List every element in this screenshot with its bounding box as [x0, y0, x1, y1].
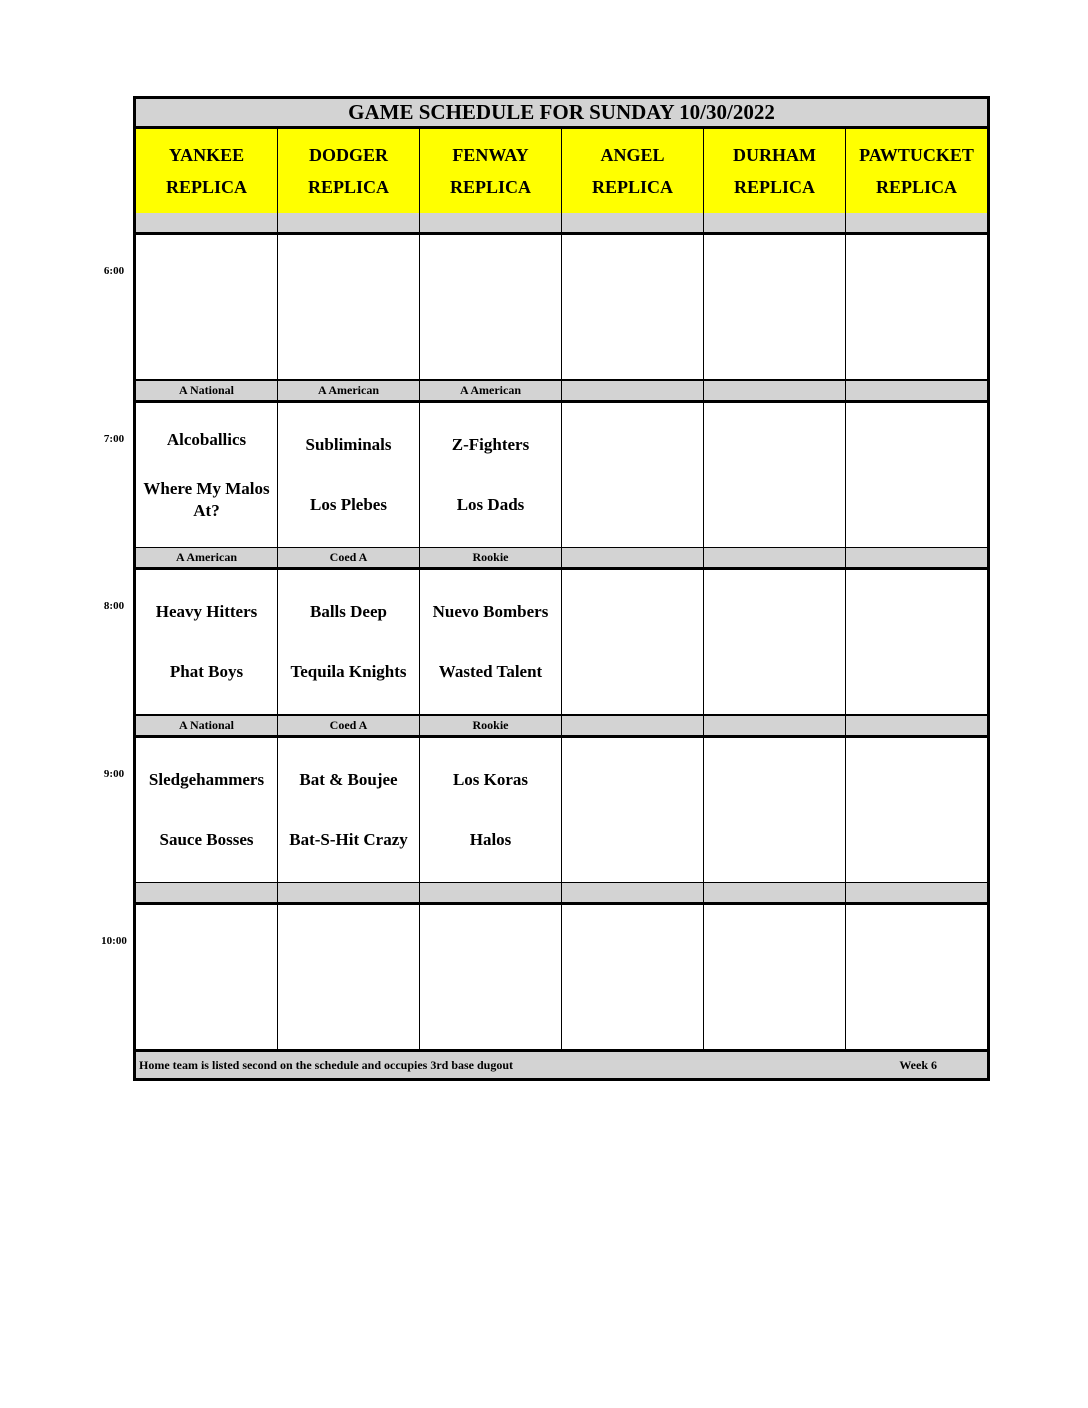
- field-subtitle: REPLICA: [307, 176, 389, 197]
- division-band: [278, 883, 419, 902]
- division-band: Rookie: [420, 548, 561, 567]
- team-name: Phat Boys: [169, 662, 244, 682]
- team-name: Wasted Talent: [438, 662, 543, 682]
- field-name: YANKEE: [168, 144, 245, 165]
- schedule-table: [133, 96, 990, 1081]
- game-slot: [562, 403, 703, 547]
- field-header-fenway: [420, 129, 561, 213]
- team-name: Heavy Hitters: [155, 602, 258, 622]
- field-header-yankee: [136, 129, 277, 213]
- game-slot: [846, 570, 987, 714]
- team-name: Tequila Knights: [290, 662, 407, 682]
- division-band: A American: [278, 381, 419, 400]
- time-label: 9:00: [103, 768, 125, 780]
- division-band: [562, 381, 703, 400]
- division-band: [562, 716, 703, 735]
- field-subtitle: REPLICA: [591, 176, 673, 197]
- division-band: [704, 381, 845, 400]
- field-header-pawtucket: [846, 129, 987, 213]
- game-slot: [846, 738, 987, 882]
- division-band: [278, 213, 419, 232]
- division-band: Coed A: [278, 716, 419, 735]
- division-band: Rookie: [420, 716, 561, 735]
- game-slot: [704, 570, 845, 714]
- division-band: A National: [136, 716, 277, 735]
- division-band: [562, 548, 703, 567]
- footer-bar: [136, 1052, 987, 1078]
- division-band: A American: [420, 381, 561, 400]
- division-band: [704, 716, 845, 735]
- game-slot: [136, 235, 277, 379]
- game-slot: [278, 570, 419, 714]
- time-label: 7:00: [103, 433, 125, 445]
- field-name: DODGER: [308, 144, 388, 165]
- game-slot: [420, 570, 561, 714]
- game-slot: [562, 738, 703, 882]
- division-band: [846, 213, 987, 232]
- game-slot: [420, 738, 561, 882]
- division-band: [136, 213, 277, 232]
- game-slot: [562, 905, 703, 1049]
- team-name: Bat & Boujee: [299, 770, 398, 790]
- field-header-angel: [562, 129, 703, 213]
- team-name: Z-Fighters: [451, 435, 530, 455]
- week-label: Week 6: [899, 1057, 937, 1072]
- game-slot: [846, 235, 987, 379]
- game-slot: [704, 403, 845, 547]
- game-slot: [278, 235, 419, 379]
- time-label: 8:00: [103, 600, 125, 612]
- time-label: 10:00: [101, 935, 127, 947]
- game-slot: [278, 403, 419, 547]
- game-slot: [562, 570, 703, 714]
- schedule-title: GAME SCHEDULE FOR SUNDAY 10/30/2022: [136, 99, 987, 126]
- game-slot: [136, 570, 277, 714]
- division-band: [562, 213, 703, 232]
- game-slot: [420, 235, 561, 379]
- team-name: Where My Malos At?: [143, 479, 270, 520]
- game-slot: [846, 403, 987, 547]
- division-band: [704, 883, 845, 902]
- game-slot: [278, 738, 419, 882]
- field-name: FENWAY: [452, 144, 529, 165]
- field-name: ANGEL: [600, 144, 665, 165]
- game-slot: [136, 738, 277, 882]
- division-band: [846, 381, 987, 400]
- division-band: A National: [136, 381, 277, 400]
- game-slot: [846, 905, 987, 1049]
- team-name: Subliminals: [305, 435, 392, 455]
- field-subtitle: REPLICA: [165, 176, 247, 197]
- game-slot: [704, 905, 845, 1049]
- division-band: [846, 883, 987, 902]
- division-band: [846, 716, 987, 735]
- division-band: Coed A: [278, 548, 419, 567]
- division-band: [562, 883, 703, 902]
- game-slot: [704, 738, 845, 882]
- division-band: [704, 548, 845, 567]
- division-band: [420, 213, 561, 232]
- team-name: Balls Deep: [310, 602, 387, 622]
- footer-note: Home team is listed second on the schedule and occupies 3rd base dugout: [139, 1057, 514, 1072]
- game-slot: [420, 905, 561, 1049]
- game-slot: [136, 403, 277, 547]
- team-name: Los Koras: [452, 770, 529, 790]
- team-name: Sledgehammers: [148, 770, 265, 790]
- team-name: Bat-S-Hit Crazy: [289, 830, 408, 850]
- division-band: [846, 548, 987, 567]
- team-name: Sauce Bosses: [159, 830, 254, 850]
- division-band: [420, 883, 561, 902]
- field-subtitle: REPLICA: [449, 176, 531, 197]
- field-name: PAWTUCKET: [859, 144, 974, 165]
- game-slot: [278, 905, 419, 1049]
- game-slot: [420, 403, 561, 547]
- game-slot: [562, 235, 703, 379]
- team-name: Nuevo Bombers: [432, 602, 549, 622]
- field-header-dodger: [278, 129, 419, 213]
- team-name: Los Plebes: [310, 495, 387, 515]
- division-band: A American: [136, 548, 277, 567]
- field-subtitle: REPLICA: [733, 176, 815, 197]
- field-header-durham: [704, 129, 845, 213]
- team-name: Alcoballics: [166, 430, 247, 450]
- division-band: [704, 213, 845, 232]
- field-name: DURHAM: [733, 144, 816, 165]
- field-subtitle: REPLICA: [875, 176, 957, 197]
- team-name: Halos: [469, 830, 512, 850]
- game-slot: [704, 235, 845, 379]
- division-band: [136, 883, 277, 902]
- time-label: 6:00: [103, 265, 125, 277]
- team-name: Los Dads: [456, 495, 525, 515]
- game-slot: [136, 905, 277, 1049]
